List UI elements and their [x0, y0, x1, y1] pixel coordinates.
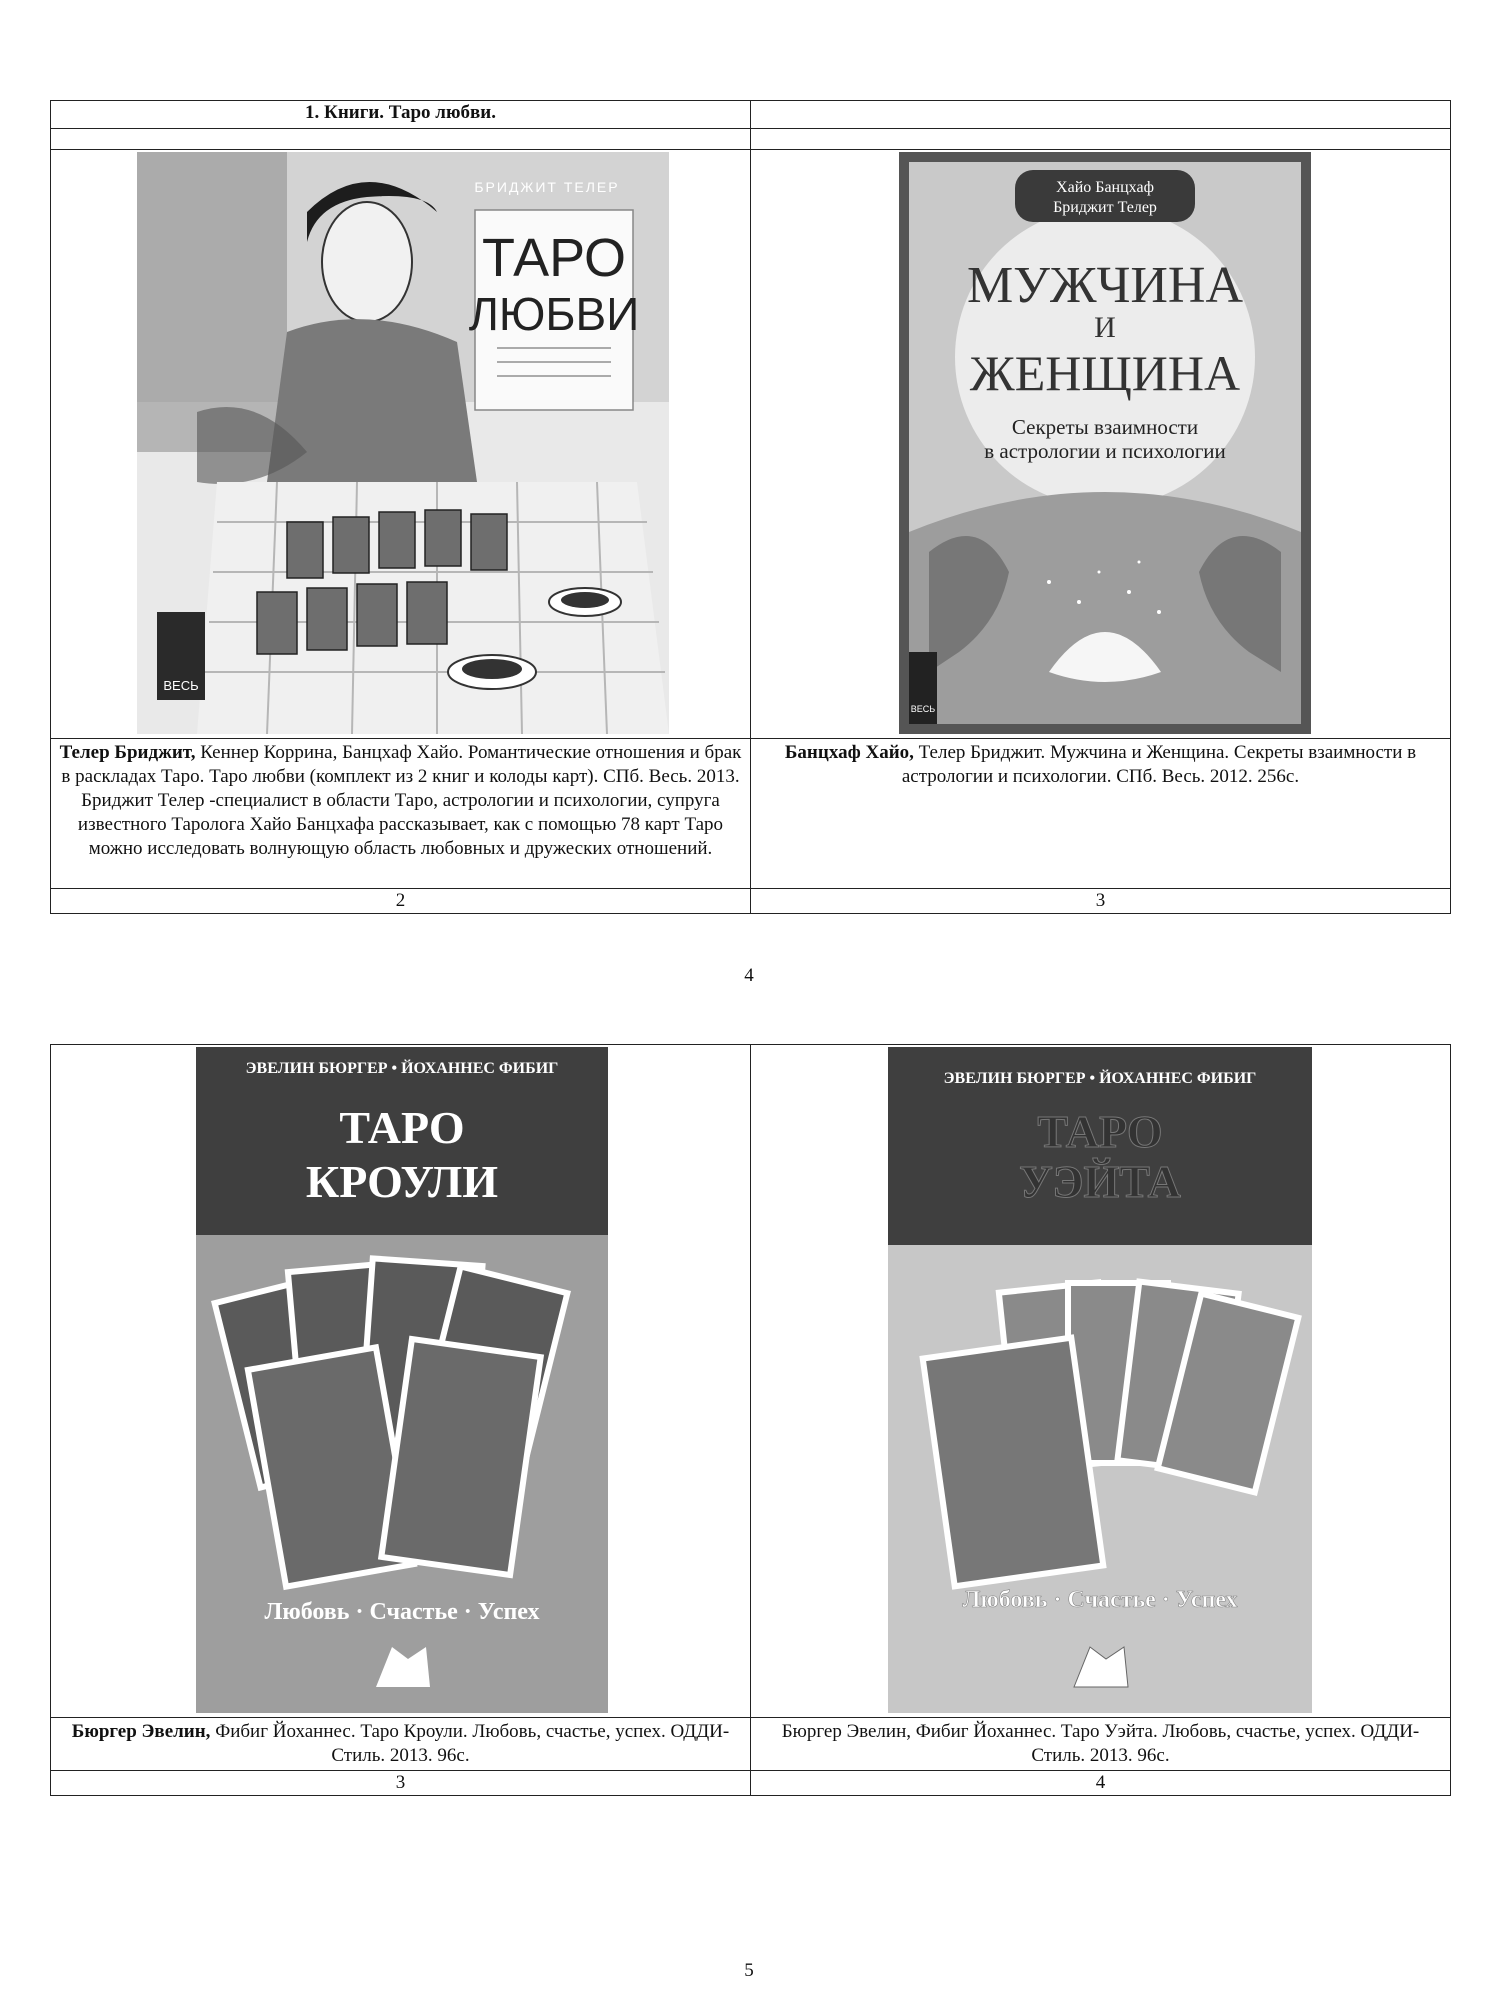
blank-cell	[751, 129, 1451, 150]
cover-subtitle-1: Секреты взаимности	[1011, 415, 1199, 439]
cover-title-line1: МУЖЧИНА	[966, 257, 1244, 314]
cover-publisher: ВЕСЬ	[910, 704, 936, 714]
item-number: 3	[51, 1771, 751, 1796]
blank-cell	[51, 129, 751, 150]
cover-title-line2: ЛЮБВИ	[468, 288, 640, 340]
item-number: 4	[751, 1771, 1451, 1796]
cover-cell	[51, 150, 751, 739]
cover-author-1: Хайо Банцхаф	[1056, 179, 1154, 196]
cover-cell	[751, 1045, 1451, 1718]
book-description	[751, 1718, 1451, 1771]
header-empty-cell	[751, 101, 1451, 129]
book-cover-taro-ueyta	[888, 1047, 1312, 1713]
cover-title-line1: ТАРО	[481, 228, 627, 288]
cover-title-line2: КРОУЛИ	[305, 1156, 499, 1207]
book-cover-muzhchina-i-zhenshchina	[899, 152, 1311, 734]
book-details: Фибиг Йоханнес. Таро Кроули. Любовь, счастье, успех. ОДДИ-Стиль. 2013. 96с.	[210, 1721, 730, 1766]
cover-title-line2: УЭЙТА	[1019, 1156, 1181, 1207]
cover-tagline: Любовь · Счастье · Успех	[962, 1587, 1238, 1613]
book-author: Банцхаф Хайо,	[784, 742, 914, 763]
book-author: Бюргер Эвелин,	[71, 1721, 211, 1742]
item-number: 2	[51, 889, 751, 914]
cover-title-line3: ЖЕНЩИНА	[969, 345, 1241, 401]
cover-title-line1: ТАРО	[339, 1102, 465, 1153]
book-description	[51, 739, 751, 889]
catalog-table-2	[50, 1044, 1451, 1796]
book-description	[751, 739, 1451, 889]
item-number: 3	[751, 889, 1451, 914]
book-details: Бюргер Эвелин, Фибиг Йоханнес. Таро Уэйта. Любовь, счастье, успех. ОДДИ-Стиль. 2013. 96с.	[781, 1721, 1420, 1766]
cover-author: ЭВЕЛИН БЮРГЕР • ЙОХАННЕС ФИБИГ	[943, 1070, 1257, 1087]
cover-tagline: Любовь · Счастье · Успех	[264, 1599, 540, 1625]
cover-author: ЭВЕЛИН БЮРГЕР • ЙОХАННЕС ФИБИГ	[245, 1060, 559, 1077]
cover-subtitle-2: в астрологии и психологии	[984, 439, 1226, 463]
page-number: 4	[744, 965, 754, 986]
cover-publisher: ВЕСЬ	[163, 678, 199, 693]
cover-title-line2: И	[1094, 311, 1116, 344]
book-author: Телер Бриджит,	[59, 742, 196, 763]
section-header: 1. Книги. Таро любви.	[51, 101, 751, 129]
book-details: Телер Бриджит. Мужчина и Женщина. Секреты взаимности в астрологии и психологии. СПб. Весь. 2012. 256с.	[901, 742, 1417, 787]
cover-author-2: Бриджит Телер	[1053, 199, 1157, 216]
catalog-table-1	[50, 100, 1451, 914]
cover-cell	[51, 1045, 751, 1718]
cover-cell	[751, 150, 1451, 739]
cover-title-line1: ТАРО	[1037, 1106, 1163, 1157]
book-cover-taro-lyubvi	[137, 152, 669, 734]
page-number: 5	[744, 1960, 754, 1981]
book-description	[51, 1718, 751, 1771]
book-cover-taro-krouli	[196, 1047, 608, 1713]
book-details: Кеннер Коррина, Банцхаф Хайо. Романтические отношения и брак в раскладах Таро. Таро любви (комплект из 2 книг и колоды карт). СПб. Весь. 2013. Бриджит Телер -специалист в области Таро, астрологии и психологии, супруга известного Таролога Хайо Банцхафа рассказывает, как с помощью 78 карт Таро можно исследовать волнующую область любовных и дружеских отношений.	[61, 742, 742, 859]
cover-author: БРИДЖИТ ТЕЛЕР	[474, 179, 620, 195]
